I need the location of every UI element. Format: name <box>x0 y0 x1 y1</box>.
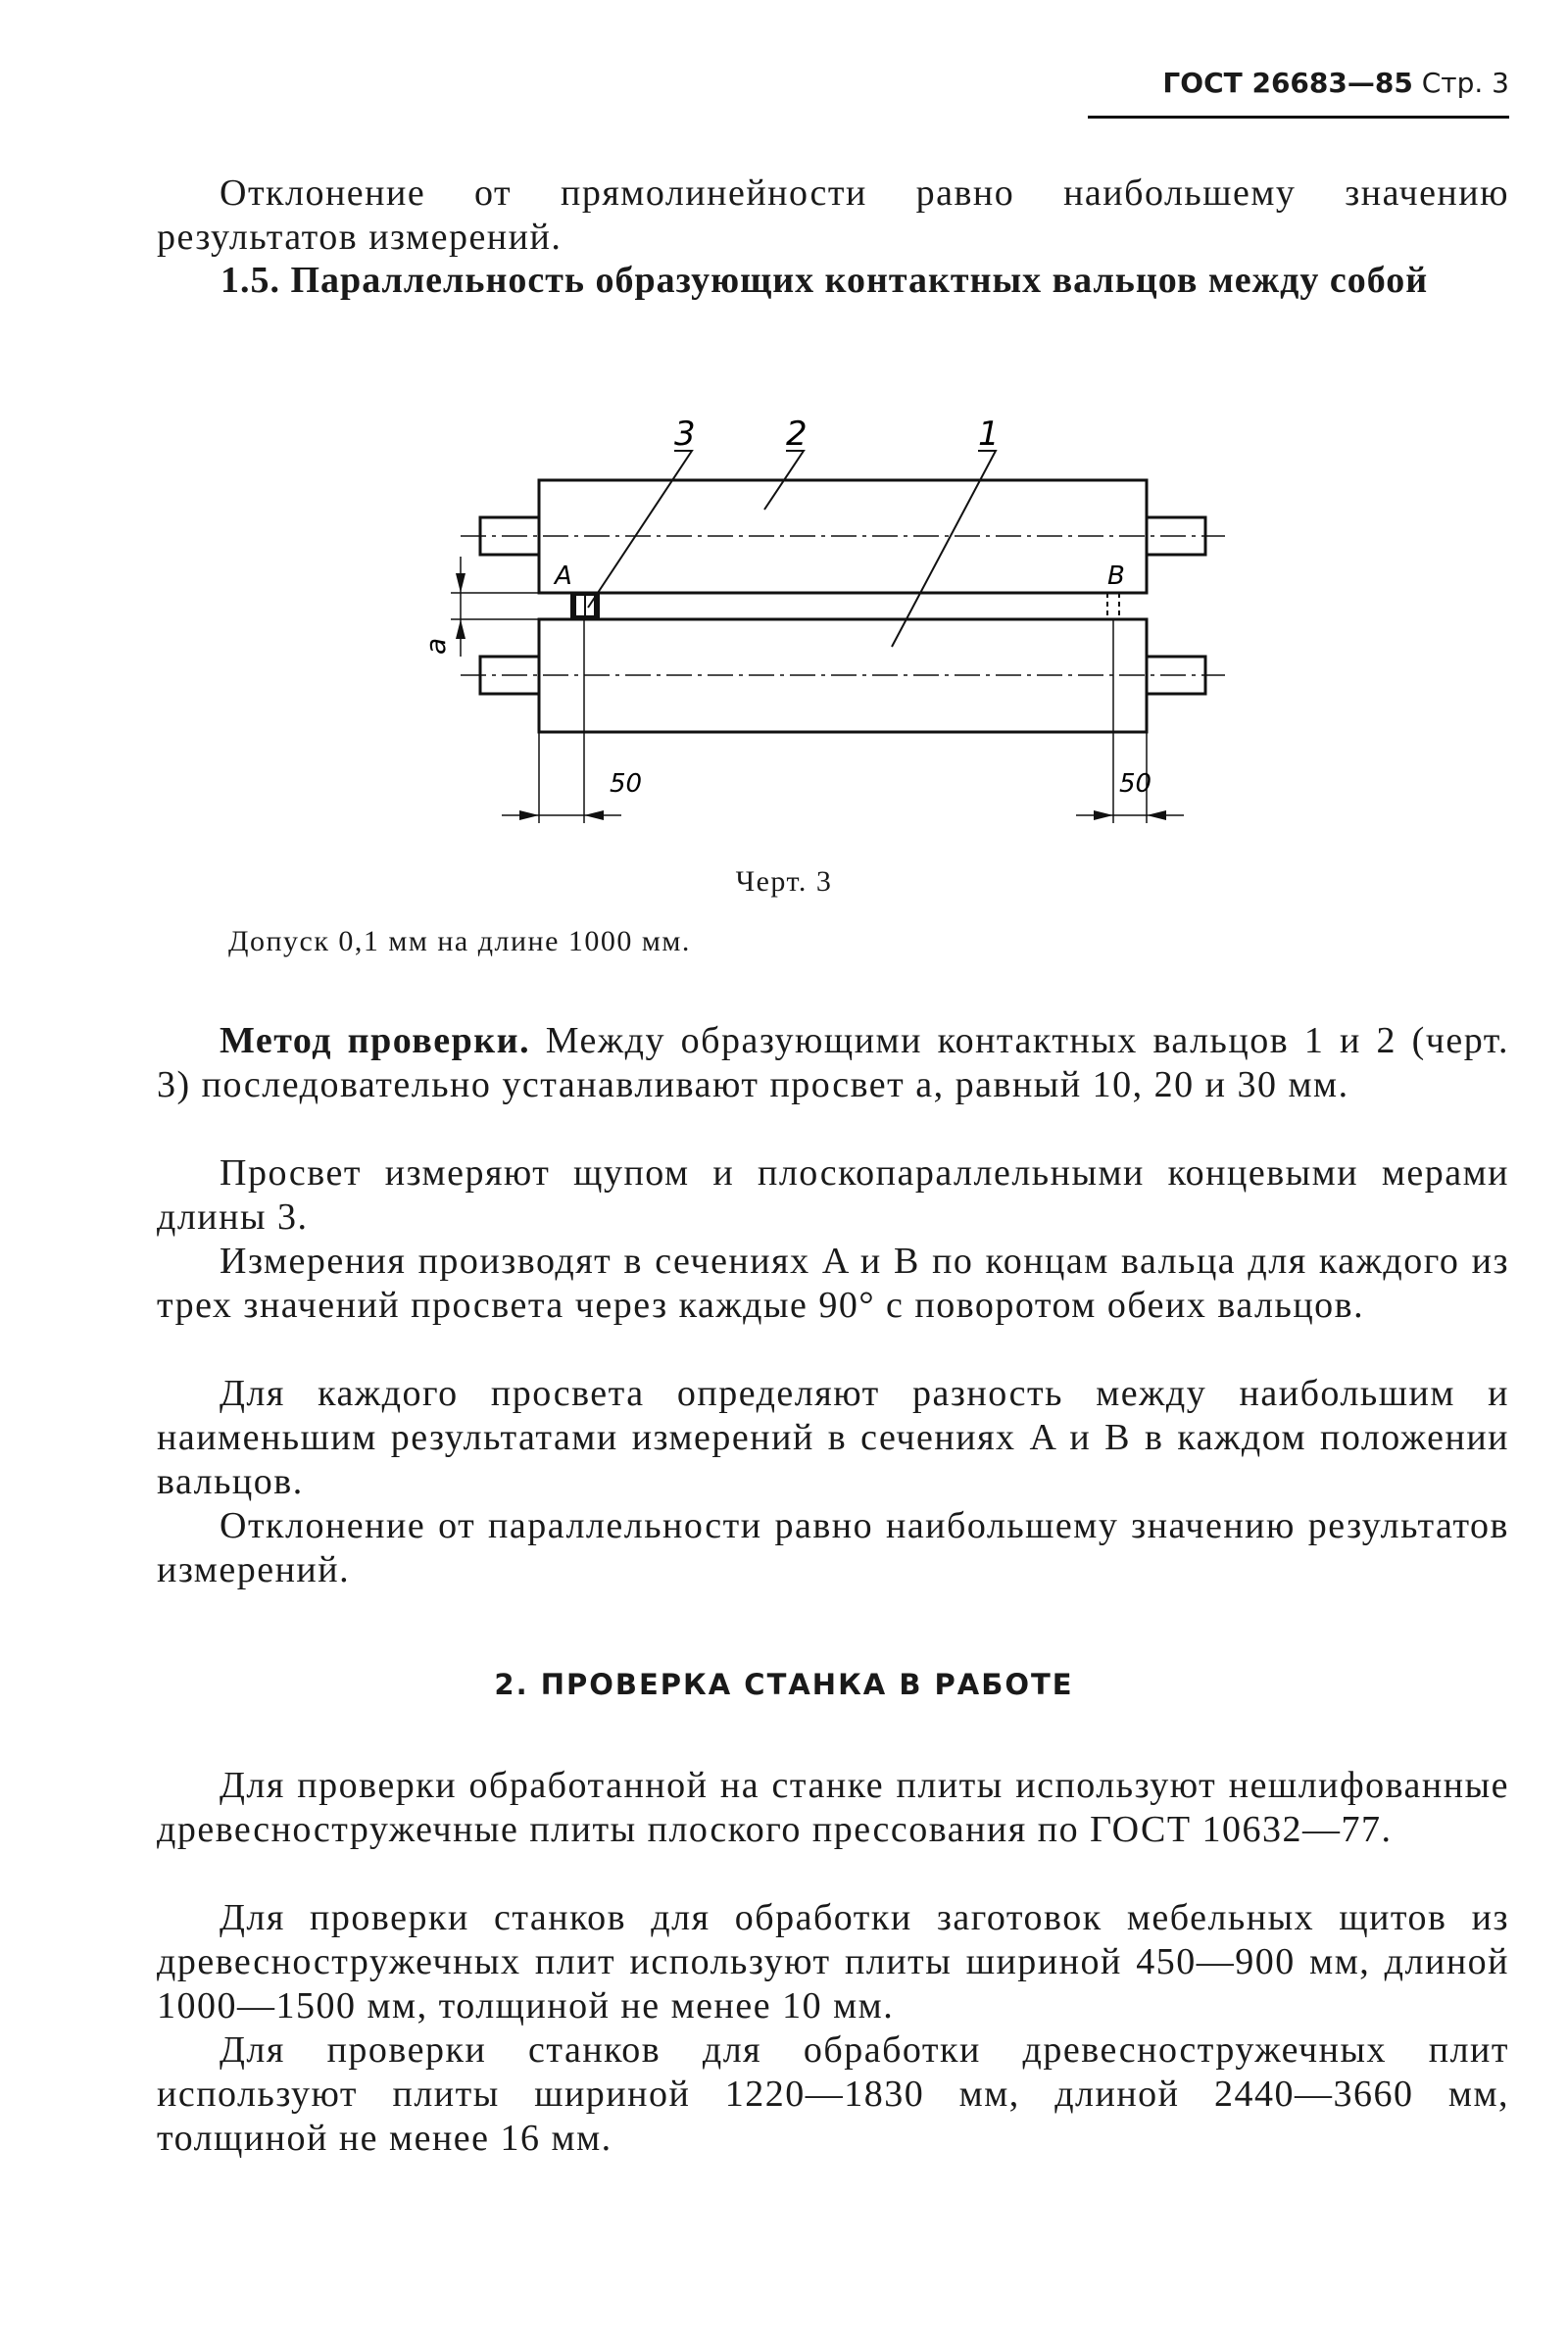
section-b-label: B <box>1107 561 1125 591</box>
page-number: Стр. 3 <box>1421 67 1509 99</box>
section-2-title: 2. ПРОВЕРКА СТАНКА В РАБОТЕ <box>494 1668 1074 1701</box>
parallelism-deviation-paragraph: Отклонение от параллельности равно наибольшему значению результатов измерений. <box>157 1505 1509 1590</box>
gap-label: a <box>419 637 452 655</box>
figure-caption: Черт. 3 <box>735 865 833 898</box>
method-label: Метод проверки. <box>220 1020 531 1061</box>
callout-3: 3 <box>674 415 696 454</box>
dimension-right: 50 <box>1119 769 1152 799</box>
method-paragraph <box>157 1019 1509 1107</box>
difference-paragraph: Для каждого просвета определяют разность между наибольшим и наименьшим результатами измерений в сечениях A и B в каждом положении вальцов. <box>157 1373 1509 1502</box>
particleboard-paragraph: Для проверки станков для обработки древесностружечных плит используют плиты шириной 1220—1830 мм, длиной 2440—3660 мм, толщиной не менее 16 мм. <box>157 2029 1509 2159</box>
straightness-paragraph: Отклонение от прямолинейности равно наибольшему значению результатов измерений. <box>157 172 1509 258</box>
method-text: Между образующими контактных вальцов 1 и 2 (черт. 3) последовательно устанавливают просвет a, равный 10, 20 и 30 мм. <box>157 1020 1509 1105</box>
header-rule <box>1088 116 1509 119</box>
test-boards-paragraph: Для проверки обработанной на станке плиты используют нешлифованные древесностружечные плиты плоского прессования по ГОСТ 10632—77. <box>157 1765 1509 1850</box>
furniture-panels-paragraph: Для проверки станков для обработки заготовок мебельных щитов из древесностружечных плит используют плиты шириной 450—900 мм, длиной 1000—1500 мм, толщиной не менее 10 мм. <box>157 1897 1509 2026</box>
section-b-lines <box>1107 593 1119 619</box>
section-a-label: A <box>555 561 572 591</box>
rollers-diagram <box>421 392 1264 823</box>
measurement-tools-paragraph: Просвет измеряют щупом и плоскопараллельными концевыми мерами длины 3. <box>157 1152 1509 1238</box>
measurement-sections-paragraph: Измерения производят в сечениях A и B по концам вальца для каждого из трех значений просвета через каждые 90° с поворотом обеих вальцов. <box>157 1241 1509 1326</box>
page-header <box>1088 67 1509 118</box>
callout-1: 1 <box>978 415 1000 454</box>
standard-number: ГОСТ 26683—85 <box>1162 67 1413 99</box>
section-1-5-heading: 1.5. Параллельность образующих контактных вальцов между собой <box>220 260 1429 301</box>
dimension-left: 50 <box>610 769 643 799</box>
tolerance-note: Допуск 0,1 мм на длине 1000 мм. <box>228 925 691 957</box>
callout-2: 2 <box>786 415 808 454</box>
